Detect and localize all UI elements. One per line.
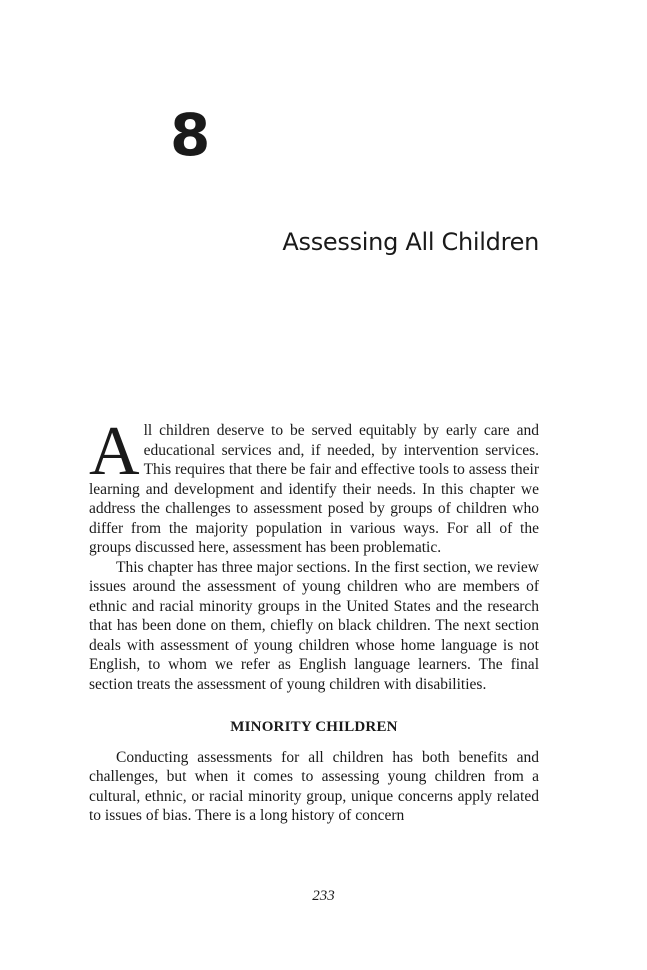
body-text [89,413,539,826]
section-paragraph: Conducting assessments for all children has both benefits and challenges, but when it comes to assessing young children from a cultural, ethnic, or racial minority group, unique concerns apply related to issues of bias. There is a long history of concern [89,748,539,824]
section-heading: MINORITY CHILDREN [230,719,398,735]
page-number: 233 [312,888,335,904]
drop-cap: A [89,413,140,490]
intro-paragraph-text: ll children deserve to be served equitably by early care and educational services and, if needed, by intervention services. This requires that there be fair and effective tools to assess their learning and development and identify their needs. In this chapter we address the challenges to assessment posed by groups of children who differ from the majority population in various ways. For all of the groups discussed here, assessment has been problematic. [89,422,539,556]
intro-paragraph [89,413,539,558]
chapter-title: Assessing All Children [282,228,539,256]
overview-paragraph: This chapter has three major sections. In the first section, we review issues around the assessment of young children who are members of ethnic and racial minority groups in the United States and the research that has been done on them, chiefly on black children. The next section deals with assessment of young children whose home language is not English, to whom we refer as English language learners. The final section treats the assessment of young children with disabilities. [89,558,539,693]
chapter-number: 8 [170,101,211,169]
